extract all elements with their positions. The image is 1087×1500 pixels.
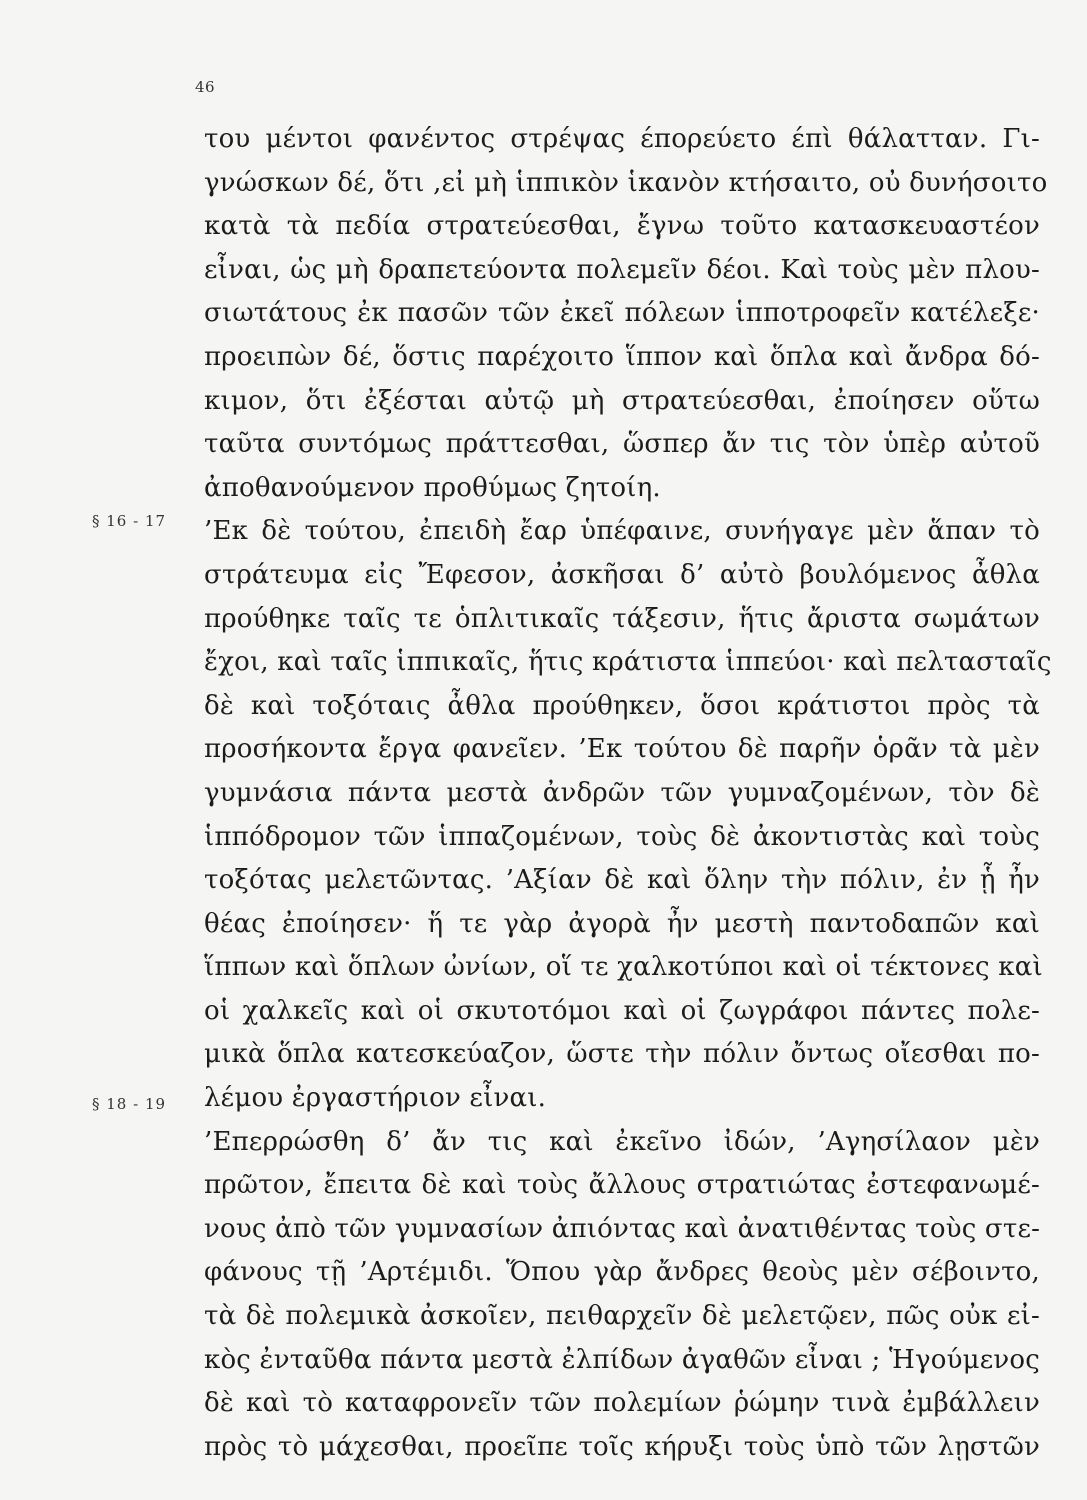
text-line: προύθηκε ταῖς τε ὁπλιτικαῖς τάξεσιν, ἥτις ἄριστα σωμάτων bbox=[204, 603, 1040, 634]
text-line: σιωτάτους ἐκ πασῶν τῶν ἐκεῖ πόλεων ἱπποτροφεῖν κατέλεξε· bbox=[204, 298, 1040, 329]
page-number: 46 bbox=[195, 78, 216, 96]
section-mark-18-19: § 18 - 19 bbox=[92, 1095, 167, 1113]
text-line: κιμον, ὅτι ἐξέσται αὐτῷ μὴ στρατεύεσθαι, ἐποίησεν οὕτω bbox=[204, 385, 1040, 416]
text-line: κατὰ τὰ πεδία στρατεύεσθαι, ἔγνω τοῦτο κατασκευαστέον bbox=[204, 211, 1040, 242]
section-mark-16-17: § 16 - 17 bbox=[92, 512, 167, 530]
text-line: εἶναι, ὡς μὴ δραπετεύοντα πολεμεῖν δέοι. Καὶ τοὺς μὲν πλου- bbox=[204, 254, 1040, 285]
text-line: πρὸς τὸ μάχεσθαι, προεῖπε τοῖς κήρυξι τοὺς ὑπὸ τῶν λῃστῶν bbox=[204, 1431, 1040, 1462]
text-line: κὸς ἐνταῦθα πάντα μεστὰ ἐλπίδων ἀγαθῶν εἶναι ; Ἡγούμενος bbox=[204, 1344, 1040, 1375]
text-line: γνώσκων δέ, ὅτι ,εἰ μὴ ἱππικὸν ἱκανὸν κτήσαιτο, οὐ δυνήσοιτο bbox=[204, 167, 1048, 198]
text-line: προειπὼν δέ, ὅστις παρέχοιτο ἵππον καὶ ὅπλα καὶ ἄνδρα δό- bbox=[204, 341, 1040, 372]
text-line: ἱππόδρομον τῶν ἱππαζομένων, τοὺς δὲ ἀκοντιστὰς καὶ τοὺς bbox=[204, 821, 1040, 852]
text-line: τοξότας μελετῶντας. ’Αξίαν δὲ καὶ ὅλην τὴν πόλιν, ἐν ᾗ ἦν bbox=[204, 865, 1040, 896]
text-line: στράτευμα εἰς Ἔφεσον, ἀσκῆσαι δ’ αὐτὸ βουλόμενος ἆθλα bbox=[204, 559, 1040, 590]
text-line: πρῶτον, ἔπειτα δὲ καὶ τοὺς ἄλλους στρατιώτας ἐστεφανωμέ- bbox=[204, 1170, 1040, 1201]
text-line: γυμνάσια πάντα μεστὰ ἀνδρῶν τῶν γυμναζομένων, τὸν δὲ bbox=[204, 777, 1040, 808]
text-line: ’Επερρώσθη δ’ ἄν τις καὶ ἐκεῖνο ἰδών, ’Αγησίλαον μὲν bbox=[204, 1126, 1040, 1157]
text-line: του μέντοι φανέντος στρέψας έπορεύετο έπὶ θάλατταν. Γι- bbox=[204, 124, 1040, 154]
text-line: τὰ δὲ πολεμικὰ ἀσκοῖεν, πειθαρχεῖν δὲ μελετῷεν, πῶς οὐκ εἰ- bbox=[204, 1301, 1040, 1332]
text-line: ταῦτα συντόμως πράττεσθαι, ὥσπερ ἄν τις τὸν ὑπὲρ αὐτοῦ bbox=[204, 429, 1040, 460]
text-line: ἀποθανούμενον προθύμως ζητοίη. bbox=[204, 472, 661, 503]
text-line: νους ἀπὸ τῶν γυμνασίων ἀπιόντας καὶ ἀνατιθέντας τοὺς στε- bbox=[204, 1213, 1041, 1244]
text-line: ἵππων καὶ ὅπλων ὠνίων, οἵ τε χαλκοτύποι καὶ οἱ τέκτονες καὶ bbox=[204, 952, 1043, 983]
text-line: δὲ καὶ τοξόταις ἆθλα προύθηκεν, ὅσοι κράτιστοι πρὸς τὰ bbox=[204, 690, 1040, 721]
text-line: λέμου ἐργαστήριον εἶναι. bbox=[204, 1083, 547, 1114]
text-line: οἱ χαλκεῖς καὶ οἱ σκυτοτόμοι καὶ οἱ ζωγράφοι πάντες πολε- bbox=[204, 995, 1040, 1026]
text-line: ἔχοι, καὶ ταῖς ἱππικαῖς, ἥτις κράτιστα ἱππεύοι· καὶ πελτασταῖς bbox=[204, 647, 1052, 678]
text-line: ’Εκ δὲ τούτου, ἐπειδὴ ἔαρ ὑπέφαινε, συνήγαγε μὲν ἅπαν τὸ bbox=[204, 516, 1040, 547]
text-line: μικὰ ὅπλα κατεσκεύαζον, ὥστε τὴν πόλιν ὄντως οἴεσθαι πο- bbox=[204, 1039, 1040, 1070]
text-line: δὲ καὶ τὸ καταφρονεῖν τῶν πολεμίων ῥώμην τινὰ ἐμβάλλειν bbox=[204, 1388, 1040, 1419]
text-line: φάνους τῇ ’Αρτέμιδι. Ὅπου γὰρ ἄνδρες θεοὺς μὲν σέβοιντο, bbox=[204, 1257, 1040, 1288]
text-line: θέας ἐποίησεν· ἥ τε γὰρ ἀγορὰ ἦν μεστὴ παντοδαπῶν καὶ bbox=[204, 908, 1040, 939]
body-text bbox=[204, 118, 1052, 1469]
text-line: προσήκοντα ἔργα φανεῖεν. ’Εκ τούτου δὲ παρῆν ὁρᾶν τὰ μὲν bbox=[204, 734, 1040, 765]
